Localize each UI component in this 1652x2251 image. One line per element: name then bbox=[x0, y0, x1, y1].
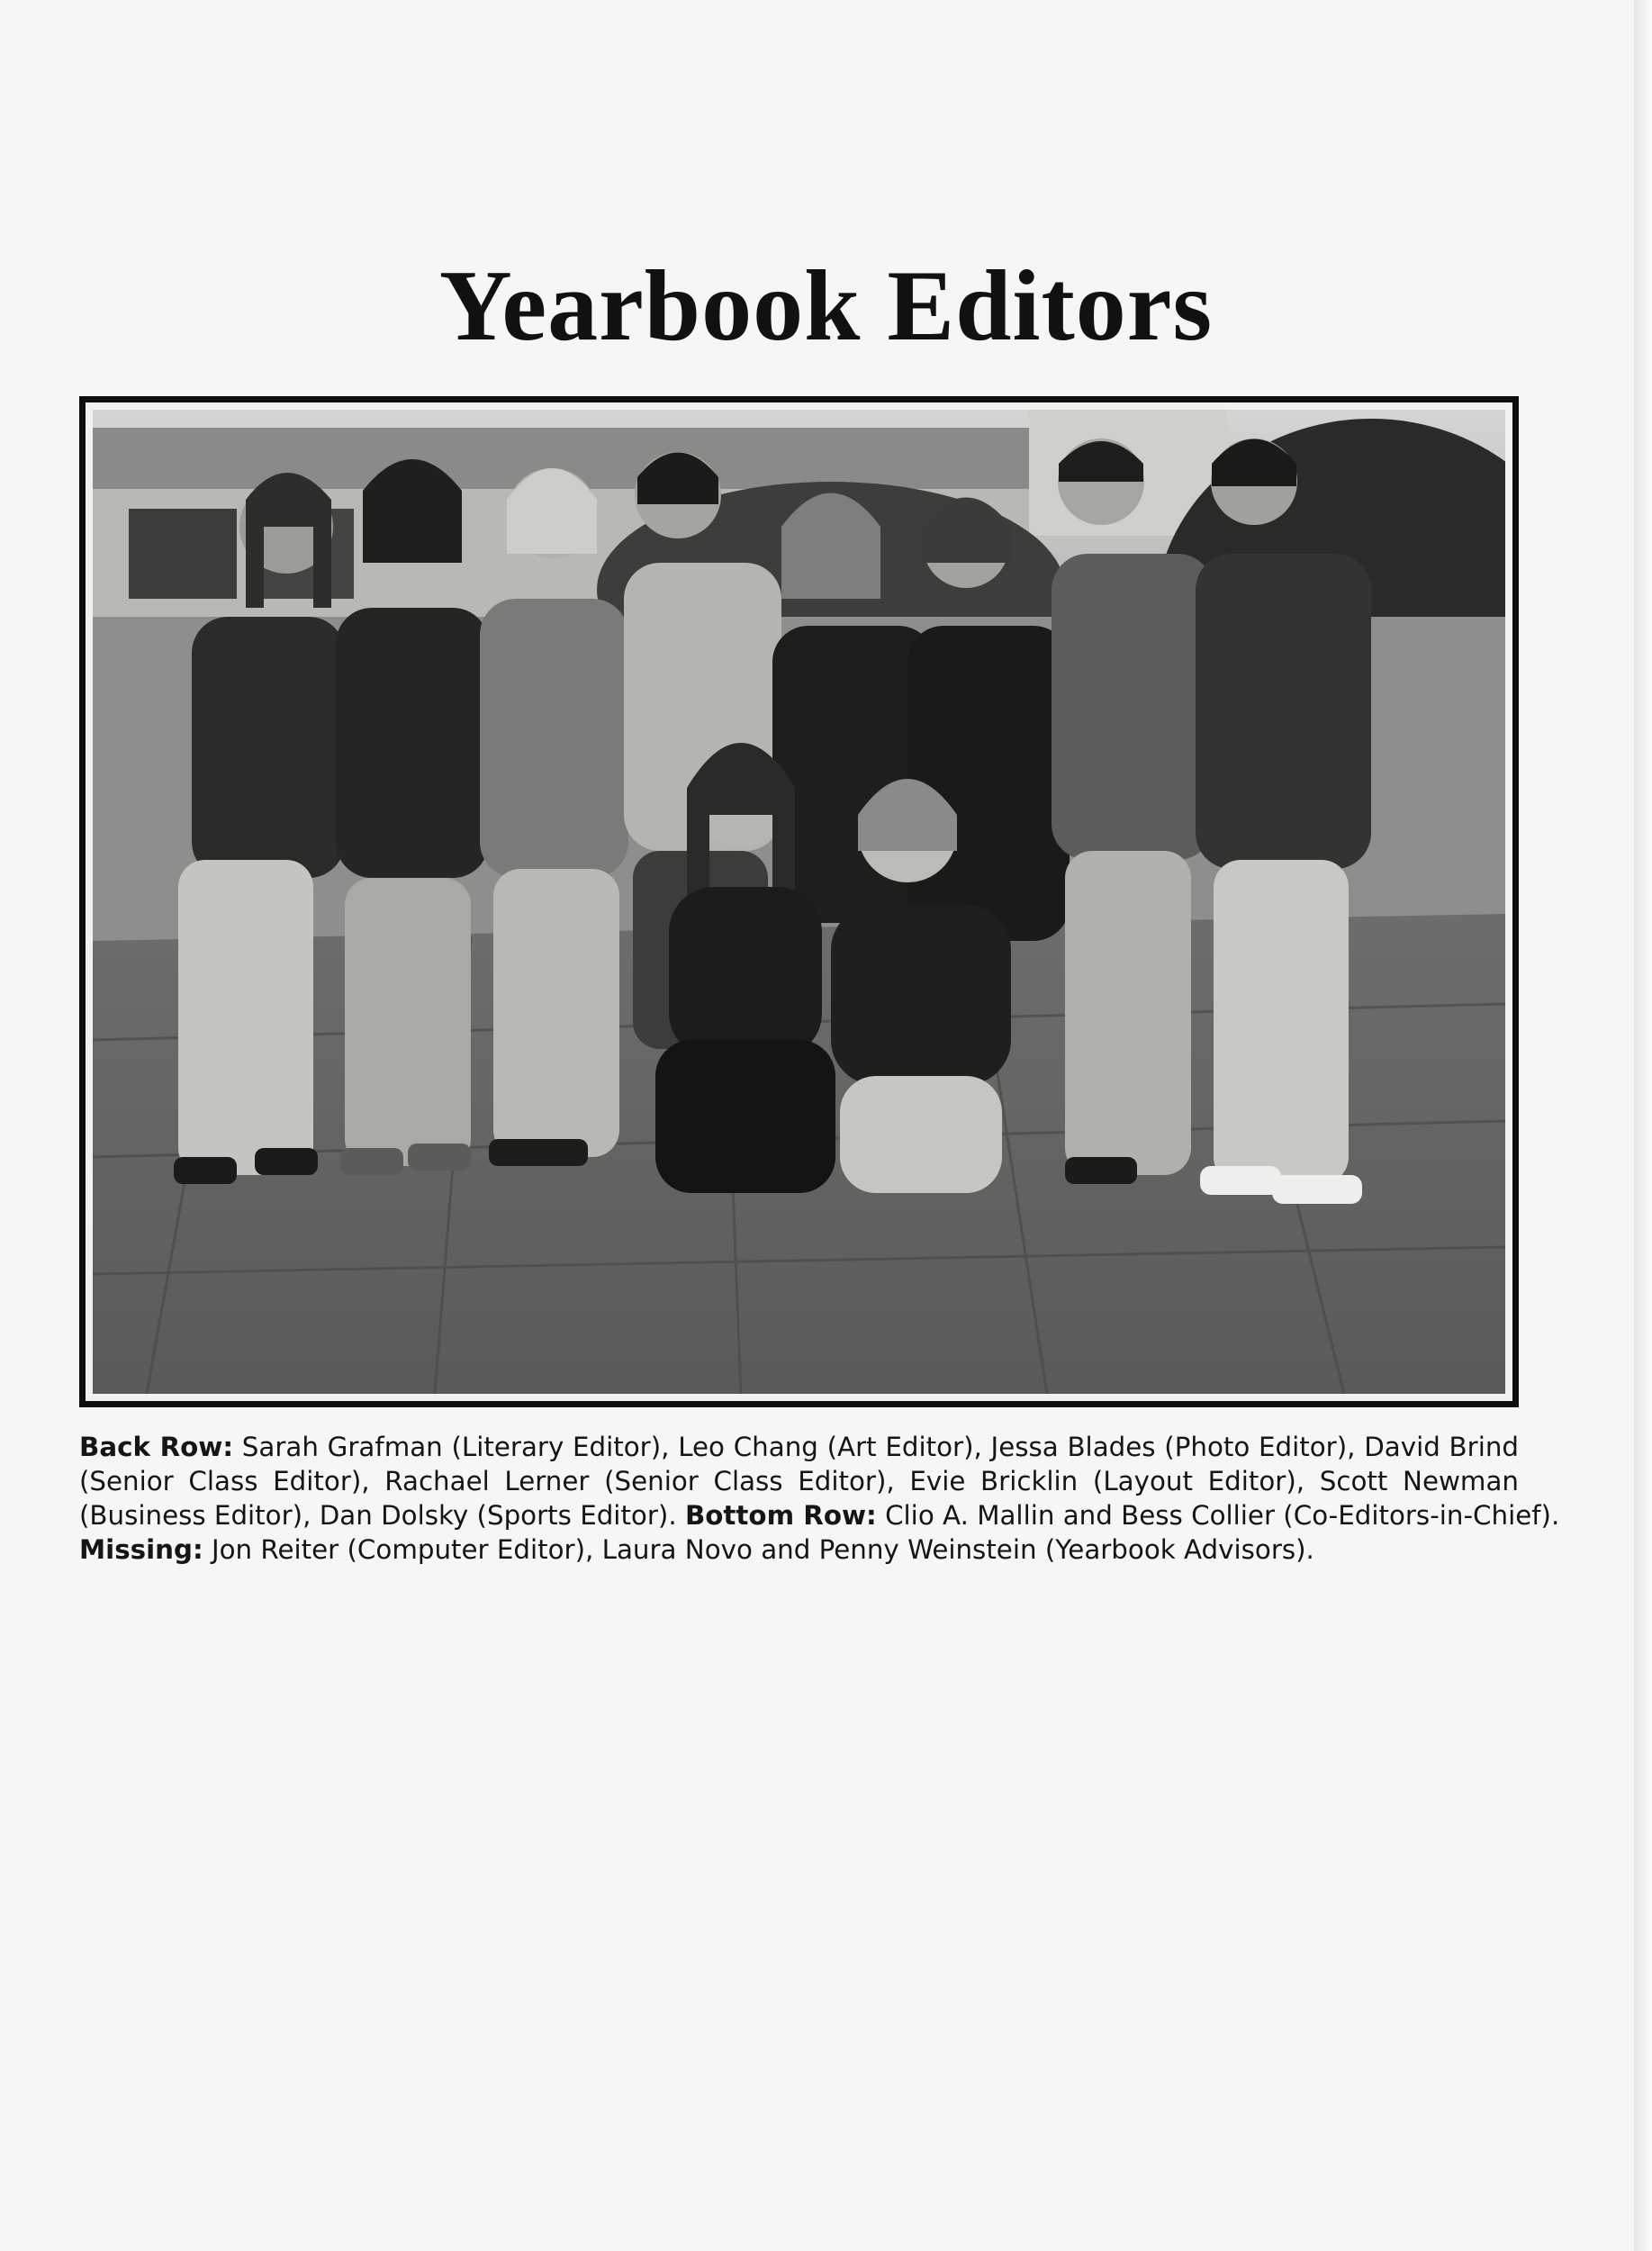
caption-line bbox=[79, 1430, 1519, 1464]
caption-text: Sarah Grafman (Literary Editor), Leo Chang (Art Editor), Jessa Blades (Photo Editor), David Brind bbox=[233, 1432, 1520, 1462]
group-photo-illustration bbox=[93, 410, 1505, 1394]
caption-heading: Missing: bbox=[79, 1534, 203, 1565]
caption-text: Clio A. Mallin and Bess Collier (Co-Editors-in-Chief). bbox=[876, 1500, 1560, 1531]
page-title: Yearbook Editors bbox=[438, 250, 1214, 363]
caption-heading: Bottom Row: bbox=[684, 1500, 877, 1531]
caption-text: Jon Reiter (Computer Editor), Laura Novo and Penny Weinstein (Yearbook Advisors). bbox=[203, 1534, 1314, 1565]
caption-line bbox=[79, 1498, 1560, 1532]
caption-text: (Senior Class Editor), Rachael Lerner (Senior Class Editor), Evie Bricklin (Layout Editor), Scott Newman bbox=[79, 1466, 1519, 1496]
caption-heading: Back Row: bbox=[79, 1432, 234, 1462]
caption-text: (Business Editor), Dan Dolsky (Sports Editor). bbox=[79, 1500, 685, 1531]
photo-frame bbox=[79, 396, 1519, 1407]
caption-line bbox=[79, 1464, 1519, 1498]
photo-caption bbox=[79, 1430, 1560, 1567]
group-photo bbox=[93, 410, 1505, 1394]
building-window bbox=[129, 509, 237, 599]
caption-line bbox=[79, 1532, 1519, 1567]
